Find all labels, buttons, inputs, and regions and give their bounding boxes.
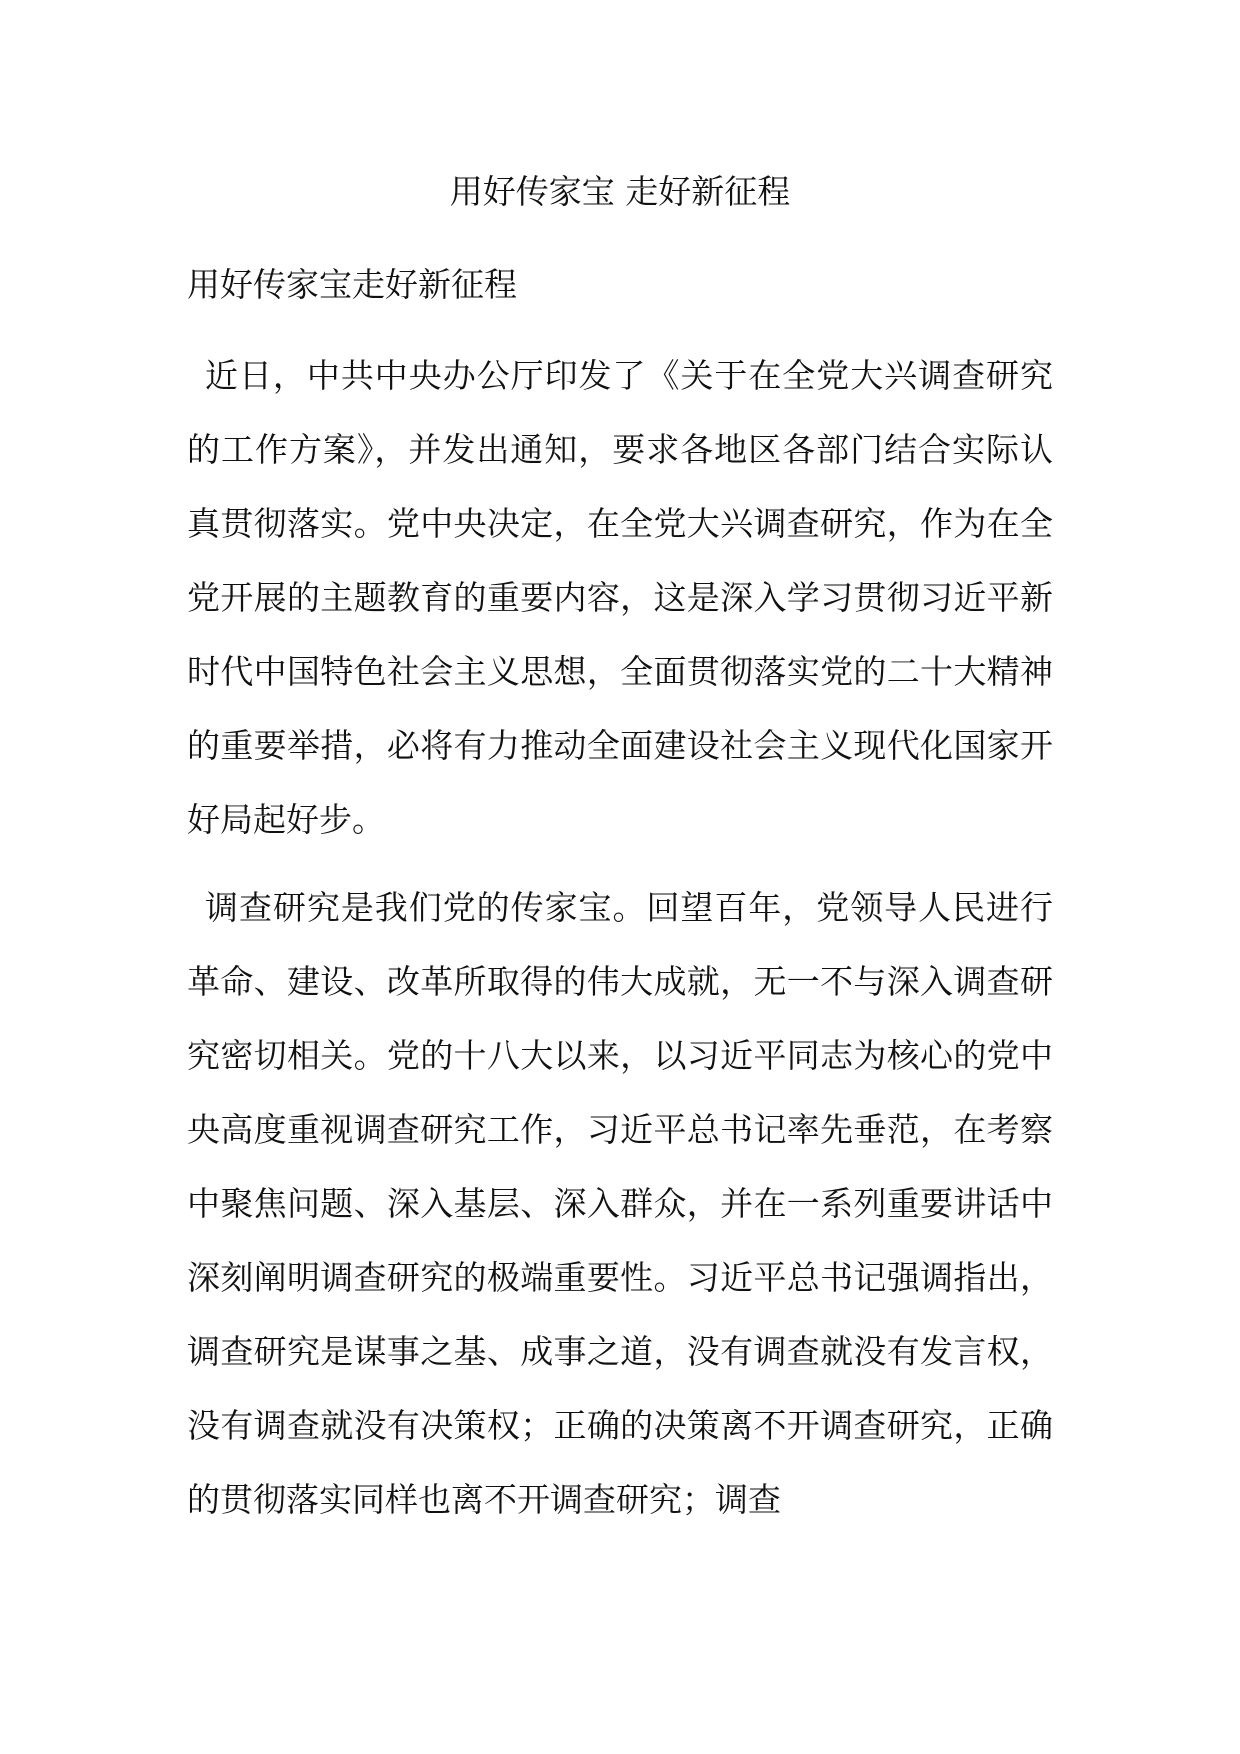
paragraph-1: 近日，中共中央办公厅印发了《关于在全党大兴调查研究的工作方案》，并发出通知，要求各地区各部门结合实际认真贯彻落实。党中央决定，在全党大兴调查研究，作为在全党开展的主题教育的重要内容，这是深入学习贯彻习近平新时代中国特色社会主义思想，全面贯彻落实党的二十大精神的重要举措，必将有力推动全面建设社会主义现代化国家开好局起好步。 — [187, 356, 1053, 839]
paragraph-2: 调查研究是我们党的传家宝。回望百年，党领导人民进行革命、建设、改革所取得的伟大成就，无一不与深入调查研究密切相关。党的十八大以来，以习近平同志为核心的党中央高度重视调查研究工作，习近平总书记率先垂范，在考察中聚焦问题、深入基层、深入群众，并在一系列重要讲话中深刻阐明调查研究的极端重要性。习近平总书记强调指出，调查研究是谋事之基、成事之道，没有调查就没有发言权，没有调查就没有决策权；正确的决策离不开调查研究，正确的贯彻落实同样也离不开调查研究；调查 — [187, 888, 1053, 1519]
document-subtitle: 用好传家宝走好新征程 — [187, 265, 517, 304]
document-title: 用好传家宝 走好新征程 — [449, 172, 791, 211]
document-body — [187, 263, 1053, 1551]
